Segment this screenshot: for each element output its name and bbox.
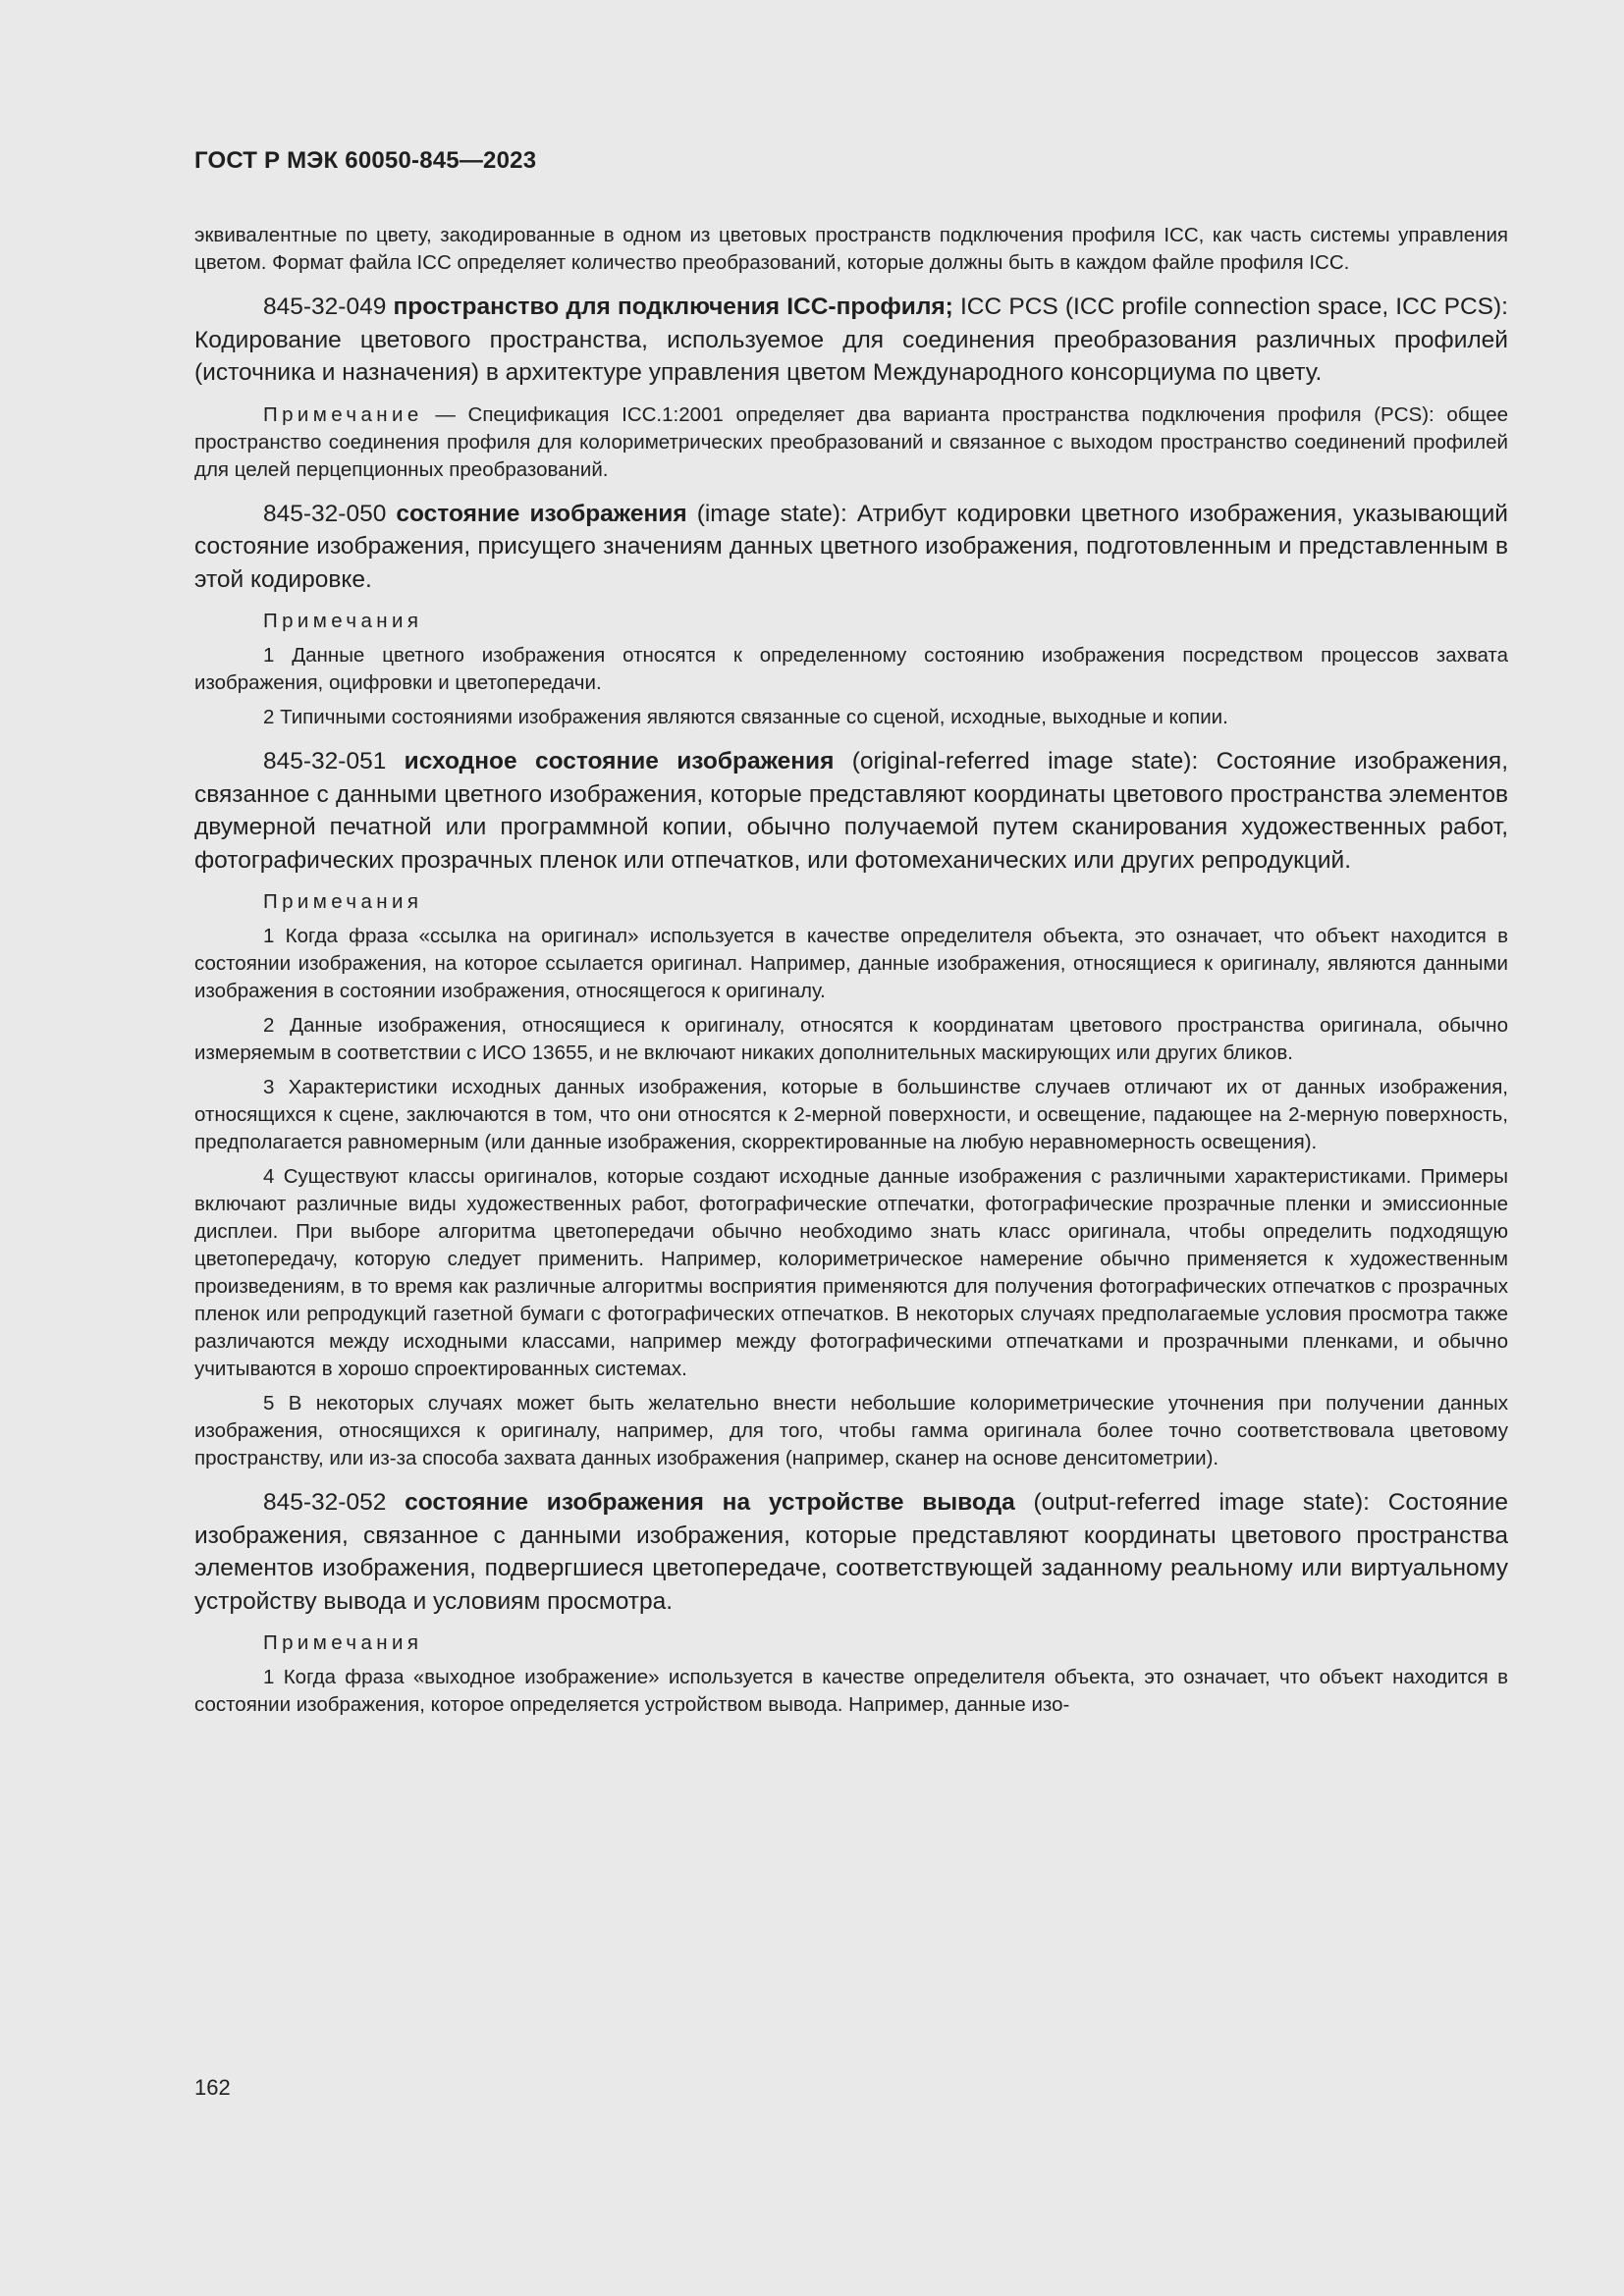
- term-name: состояние изображения: [396, 500, 687, 527]
- intro-paragraph: эквивалентные по цвету, закодированные в одном из цветовых пространств подключения профиля ICC, как часть системы управления цветом. Формат файла ICC определяет количество преобразований, которые должны быть в каждом файле профиля ICC.: [194, 224, 1508, 274]
- term-definition: ICC PCS (ICC profile connection space, ICC PCS): Кодирование цветового пространства, используемое для соединения преобразования различных профилей (источника и назначения) в архитектуре управления цветом Международного консорциума по цвету.: [194, 294, 1508, 386]
- term-entry-052: [194, 1486, 1508, 1618]
- note-item: 2 Типичными состояниями изображения являются связанные со сценой, исходные, выходные и копии.: [263, 706, 1228, 728]
- notes-heading: Примечания: [263, 890, 423, 913]
- note-item: 1 Данные цветного изображения относятся к определенному состоянию изображения посредством процессов захвата изображения, оцифровки и цветопередачи.: [194, 644, 1508, 694]
- document-page: [194, 147, 1508, 1719]
- note-item: 5 В некоторых случаях может быть желательно внести небольшие колориметрические уточнения при получении данных изображения, относящихся к оригиналу, например, для того, чтобы гамма оригинала более точно соответствовала цветовому пространству, или из-за способа захвата данных изображения (например, сканер на основе денситометрии).: [194, 1392, 1508, 1469]
- entry-number: 845-32-051: [263, 748, 405, 774]
- entry-number: 845-32-052: [263, 1489, 406, 1516]
- note-item: 2 Данные изображения, относящиеся к оригиналу, относятся к координатам цветового пространства оригинала, обычно измеряемым в соответствии с ИСО 13655, и не включают никаких дополнительных маскирующих или других бликов.: [194, 1014, 1508, 1064]
- page-number: 162: [194, 2075, 231, 2100]
- note-item: 1 Когда фраза «ссылка на оригинал» используется в качестве определителя объекта, это означает, что объект находится в состоянии изображения, на которое ссылается оригинал. Например, данные изображения, относящиеся к оригиналу, являются данными изображения в состоянии изображения, относящегося к оригиналу.: [194, 925, 1508, 1002]
- term-name: состояние изображения на устройстве вывода: [405, 1489, 1015, 1516]
- note-item: 4 Существуют классы оригиналов, которые создают исходные данные изображения с различными характеристиками. Примеры включают различные виды художественных работ, фотографические отпечатки, фотографические прозрачные пленки и эмиссионные дисплеи. При выборе алгоритма цветопередачи обычно необходимо знать класс оригинала, чтобы определить подходящую цветопередачу, которую следует применить. Например, колориметрическое намерение обычно применяется к художественным произведениям, в то время как различные алгоритмы восприятия применяются для получения фотографических отпечатков с прозрачных пленок или репродукций газетной бумаги с фотографических отпечатков. В некоторых случаях предполагаемые условия просмотра также различаются между исходными классами, например между фотографическими отпечатками и прозрачными пленками, и обычно учитываются в хорошо спроектированных системах.: [194, 1165, 1508, 1380]
- notes-heading: Примечания: [263, 1631, 423, 1654]
- entry-number: 845-32-049: [263, 294, 394, 320]
- term-definition: (output-referred image state): Состояние изображения, связанное с данными изображения, которые представляют координаты цветового пространства элементов изображения, подвергшиеся цветопередаче, соответствующей заданному реальному или виртуальному устройству вывода и условиям просмотра.: [194, 1489, 1508, 1615]
- note-item: 1 Когда фраза «выходное изображение» используется в качестве определителя объекта, это означает, что объект находится в состоянии изображения, которое определяется устройством вывода. Например, данные изо-: [194, 1666, 1508, 1716]
- note-label: Примечание: [263, 402, 423, 426]
- term-definition: (original-referred image state): Состояние изображения, связанное с данными цветного изображения, которые представляют координаты цветового пространства элементов двумерной печатной или программной копии, обычно получаемой путем сканирования художественных работ, фотографических прозрачных пленок или отпечатков, или фотомеханических или других репродукций.: [194, 748, 1509, 874]
- entry-number: 845-32-050: [263, 500, 397, 527]
- document-header: ГОСТ Р МЭК 60050-845—2023: [194, 147, 537, 174]
- term-entry-050: [194, 498, 1508, 597]
- term-definition: (image state): Атрибут кодировки цветного изображения, указывающий состояние изображения, присущего значениям данных цветного изображения, подготовленным и представленным в этой кодировке.: [194, 500, 1508, 593]
- term-name: пространство для подключения ICC-профиля;: [393, 294, 953, 320]
- note-item: 3 Характеристики исходных данных изображения, которые в большинстве случаев отличают их от данных изображения, относящихся к сцене, заключаются в том, что они относятся к 2-мерной поверхности, и освещение, падающее на 2-мерную поверхность, предполагается равномерным (или данные изображения, скорректированные на любую неравномерность освещения).: [194, 1076, 1508, 1153]
- notes-heading: Примечания: [263, 610, 423, 632]
- term-entry-051: [194, 745, 1508, 877]
- term-name: исходное состояние изображения: [404, 748, 835, 774]
- note-text: — Спецификация ICC.1:2001 определяет два варианта пространства подключения профиля (PCS): общее пространство соединения профиля для колориметрических преобразований и связанное с выходом пространство соединений профилей для целей перцепционных преобразований.: [194, 402, 1508, 481]
- note-049: [194, 401, 1508, 484]
- term-entry-049: [194, 291, 1508, 390]
